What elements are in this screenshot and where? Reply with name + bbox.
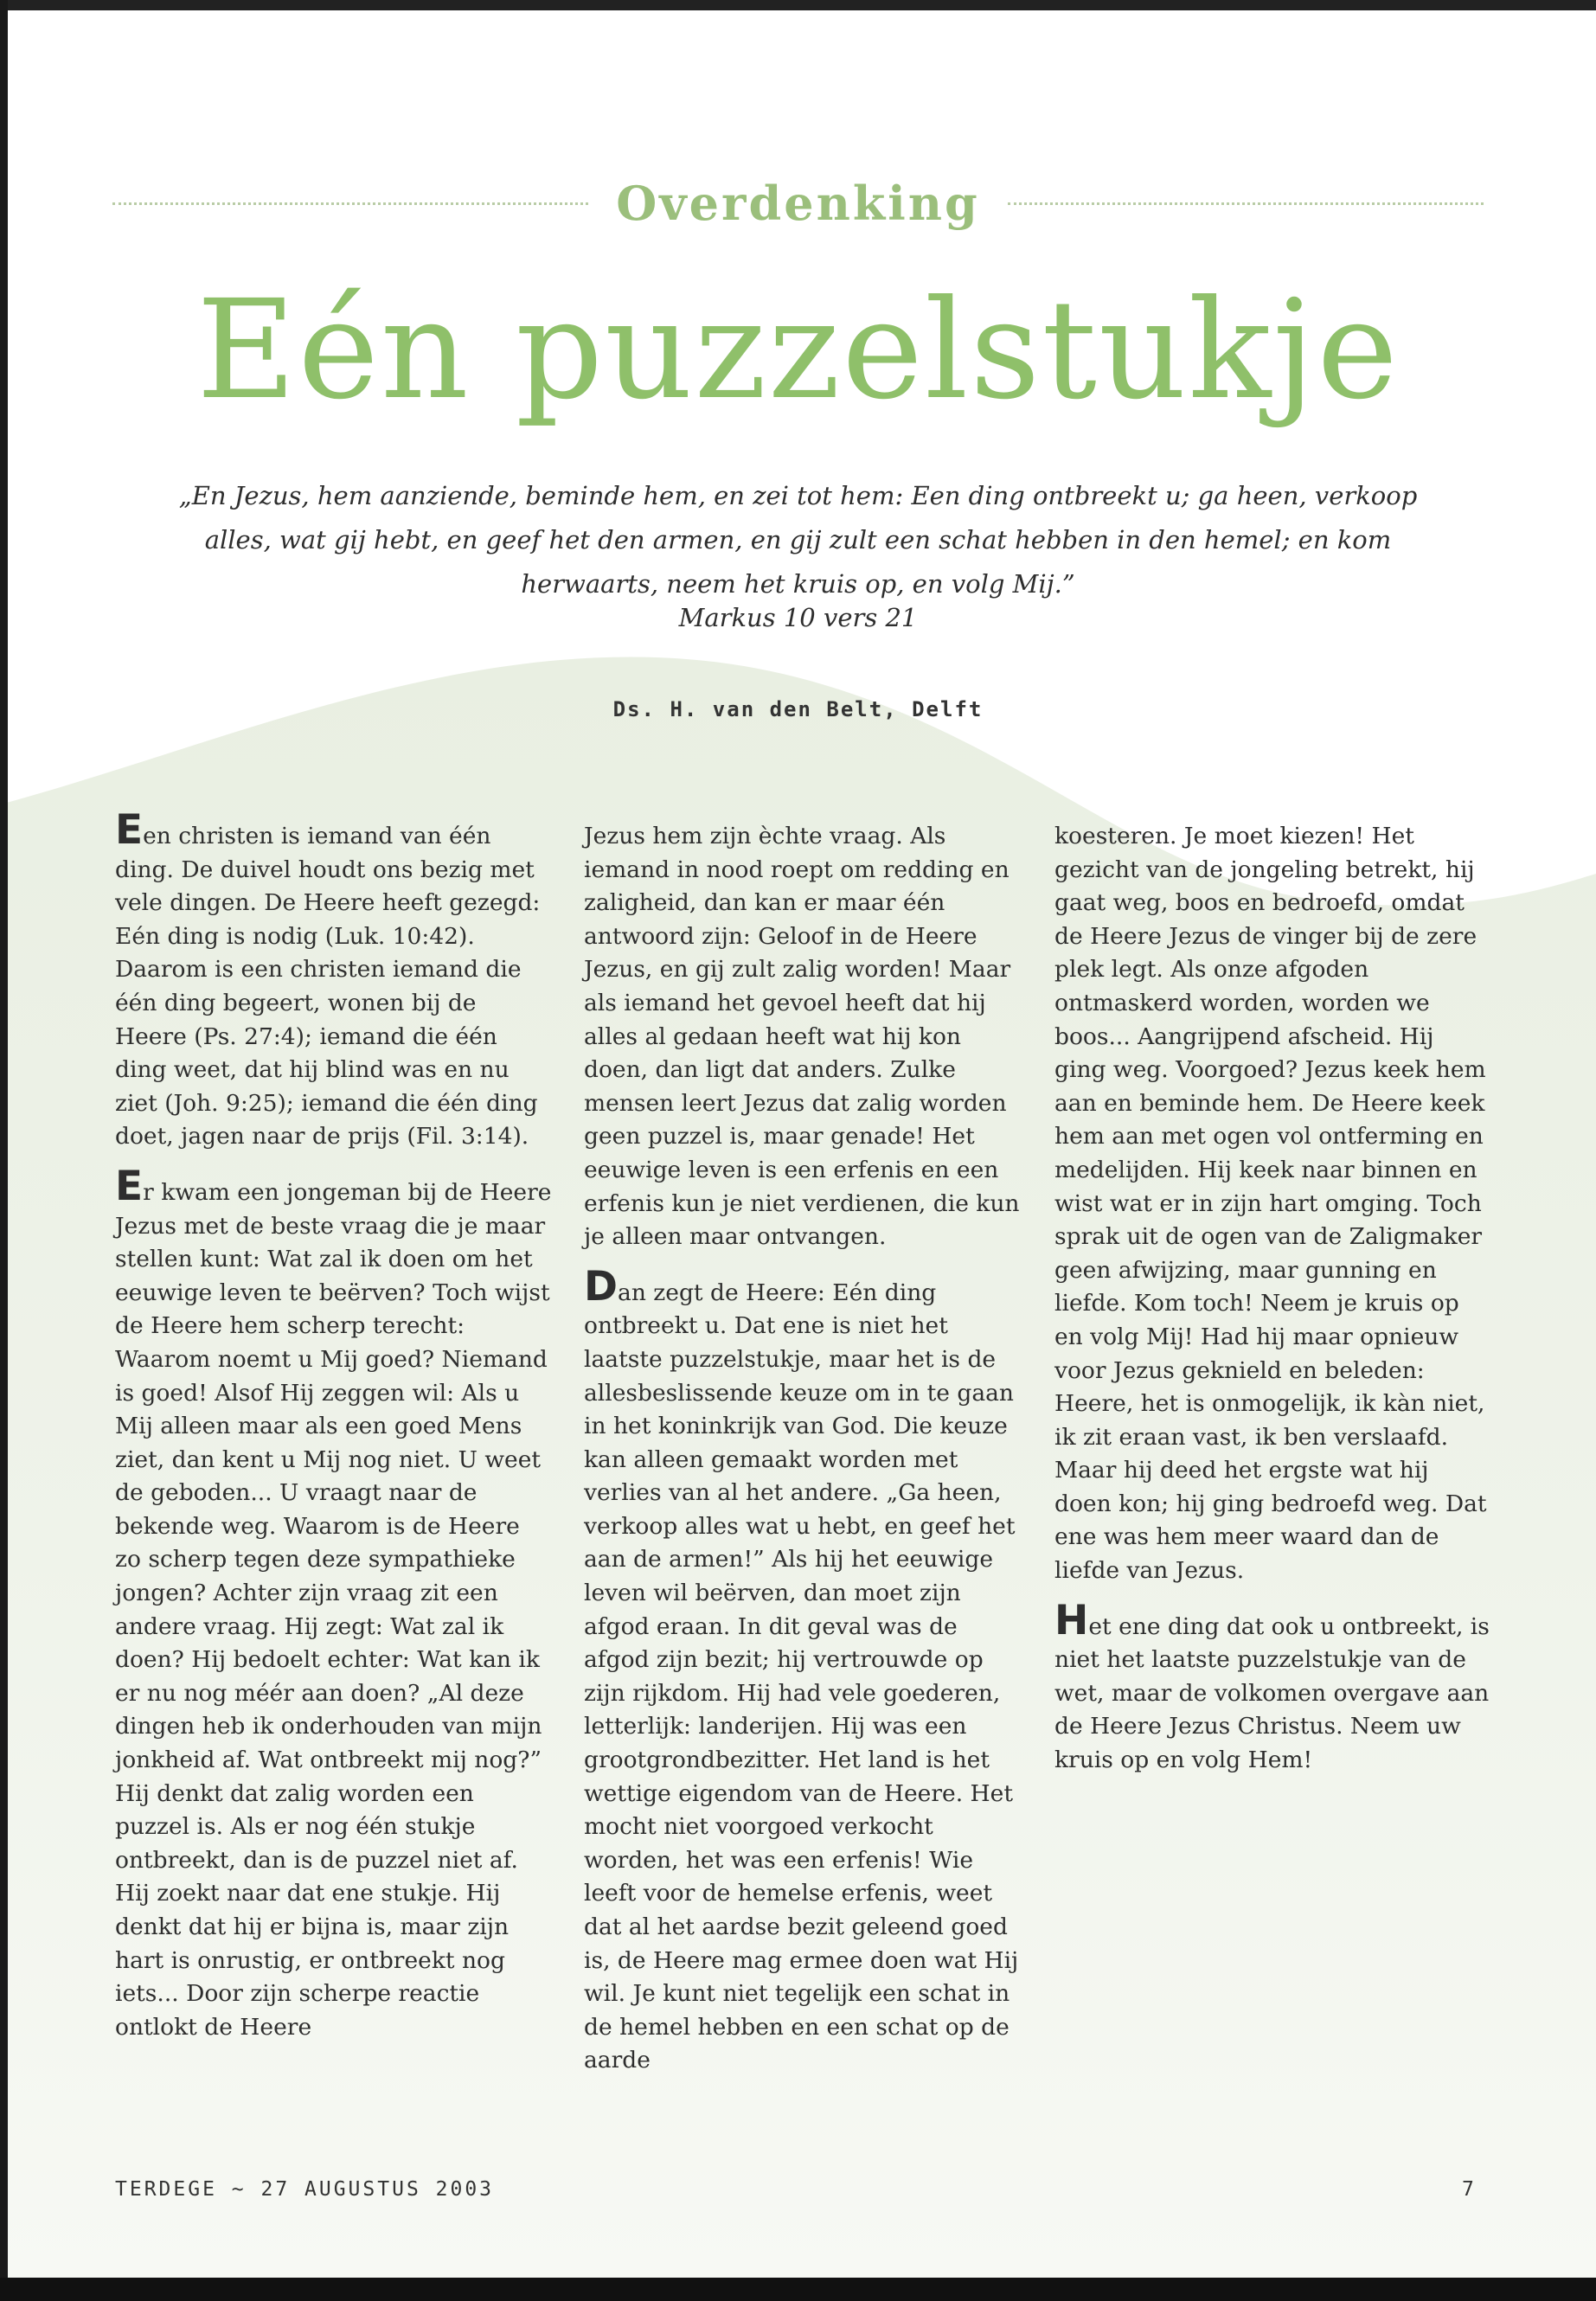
paragraph-text: koesteren. Je moet kiezen! Het gezicht van de jongeling betrekt, hij gaat weg, boos en bedroefd, omdat de Heere Jezus de vinger bij de zere plek legt. Als onze afgoden ontmaskerd worden, worden we boos... Aangrijpend afscheid. Hij ging weg. Voorgoed? Jezus keek hem aan en beminde hem. De Heere keek hem aan met ogen vol ontferming en medelijden. Hij keek naar binnen en wist wat er in zijn hart omging. Toch sprak uit de ogen van de Zaligmaker geen afwijzing, maar gunning en liefde. Kom toch! Neem je kruis op en volg Mij! Had hij maar opnieuw voor Jezus geknield en beleden: Heere, het is onmogelijk, ik kàn niet, ik zit eraan vast, ik ben verslaafd. Maar hij deed het ergste wat hij doen kon; hij ging bedroefd weg. Dat ene was hem meer waard dan de liefde van Jezus. xyxy=(1054,823,1487,1585)
paragraph-text: r kwam een jongeman bij de Heere Jezus met de beste vraag die je maar stellen kunt: Wat zal ik doen om het eeuwige leven te beërven? Toch wijst de Heere hem scherp terecht: Waarom noemt u Mij goed? Niemand is goed! Alsof Hij zeggen wil: Als u Mij alleen maar als een goed Mens ziet, dan kent u Mij nog niet. U weet de geboden... U vraagt naar de bekende weg. Waarom is de Heere zo scherp tegen deze sympathieke jongen? Achter zijn vraag zit een andere vraag. Hij zegt: Wat zal ik doen? Hij bedoelt echter: Wat kan ik er nu nog méér aan doen? „Al deze dingen heb ik onderhouden van mijn jonkheid af. Wat ontbreekt mij nog?” Hij denkt dat zalig worden een puzzel is. Als er nog één stukje ontbreekt, dan is de puzzel niet af. Hij zoekt naar dat ene stukje. Hij denkt dat hij er bijna is, maar zijn hart is onrustig, er ontbreekt nog iets... Door zijn scherpe reactie ontlokt de Heere xyxy=(115,1178,552,2041)
paragraph xyxy=(115,806,552,1154)
paragraph xyxy=(584,817,1021,1254)
author-byline: Ds. H. van den Belt, Delft xyxy=(612,697,984,721)
paragraph-text: et ene ding dat ook u ontbreekt, is niet het laatste puzzelstukje van de wet, maar de volkomen overgave aan de Heere Jezus Christus. Neem uw kruis op en volg Hem! xyxy=(1054,1612,1490,1774)
bottom-border xyxy=(0,2278,1596,2301)
paragraph xyxy=(584,1262,1021,2078)
section-label: Overdenking xyxy=(616,176,980,231)
paragraph-text: en christen is iemand van één ding. De duivel houdt ons bezig met vele dingen. De Heere heeft gezegd: Eén ding is nodig (Luk. 10:42). Daarom is een christen iemand die één ding begeert, wonen bij de Heere (Ps. 27:4); iemand die één ding weet, dat hij blind was en nu ziet (Joh. 9:25); iemand die één ding doet, jagen naar de prijs (Fil. 3:14). xyxy=(115,823,541,1150)
paragraph xyxy=(115,1162,552,2044)
text-column-1 xyxy=(115,806,552,2064)
paragraph-text: Jezus hem zijn èchte vraag. Als iemand in nood roept om redding en zaligheid, dan kan er maar één antwoord zijn: Geloof in de Heere Jezus, en gij zult zalig worden! Maar als iemand het gevoel heeft dat hij alles al gedaan heeft wat hij kon doen, dan ligt dat anders. Zulke mensen leert Jezus dat zalig worden geen puzzel is, maar genade! Het eeuwige leven is een erfenis en een erfenis kun je niet verdienen, die kun je alleen maar ontvangen. xyxy=(584,823,1020,1251)
text-column-2 xyxy=(584,817,1021,2098)
dotted-rule-right xyxy=(1008,202,1484,205)
drop-cap: H xyxy=(1054,1596,1089,1644)
text-column-3 xyxy=(1054,817,1491,1798)
drop-cap: E xyxy=(115,1162,144,1210)
paragraph-text: an zegt de Heere: Eén ding ontbreekt u. Dat ene is niet het laatste puzzelstukje, maar het is de allesbeslissende keuze om in te gaan in het koninkrijk van God. Die keuze kan alleen gemaakt worden met verlies van al het andere. „Ga heen, verkoop alles wat u hebt, en geef het aan de armen!” Als hij het eeuwige leven wil beërven, dan moet zijn afgod eraan. In dit geval was de afgod zijn bezit; hij vertrouwde op zijn rijkdom. Hij had vele goederen, letterlijk: landerijen. Hij was een grootgrondbezitter. Het land is het wettige eigendom van de Heere. Het mocht niet voorgoed verkocht worden, het was een erfenis! Wie leeft voor de hemelse erfenis, weet dat al het aardse bezit geleend goed is, de Heere mag ermee doen wat Hij wil. Je kunt niet tegelijk een schat in de hemel hebben en een schat op de aarde xyxy=(584,1279,1019,2074)
page-title: Eén puzzelstukje xyxy=(196,271,1400,430)
page-number: 7 xyxy=(1462,2178,1474,2201)
drop-cap: E xyxy=(115,806,144,854)
bible-quote: „En Jezus, hem aanziende, beminde hem, en zei tot hem: Een ding ontbreekt u; ga heen, verkoop alles, wat gij hebt, en geef het den armen, en gij zult een schat hebben in den hemel; en kom herwaarts, neem het kruis op, en volg Mij.” xyxy=(178,481,1418,599)
quote-reference: Markus 10 vers 21 xyxy=(678,603,918,632)
dotted-rule-left xyxy=(112,202,588,205)
paragraph xyxy=(1054,1596,1491,1778)
top-border xyxy=(0,0,1596,10)
paragraph xyxy=(1054,817,1491,1588)
section-header xyxy=(112,173,1484,234)
drop-cap: D xyxy=(584,1262,619,1311)
footer-publication: TERDEGE ~ 27 AUGUSTUS 2003 xyxy=(115,2178,495,2201)
